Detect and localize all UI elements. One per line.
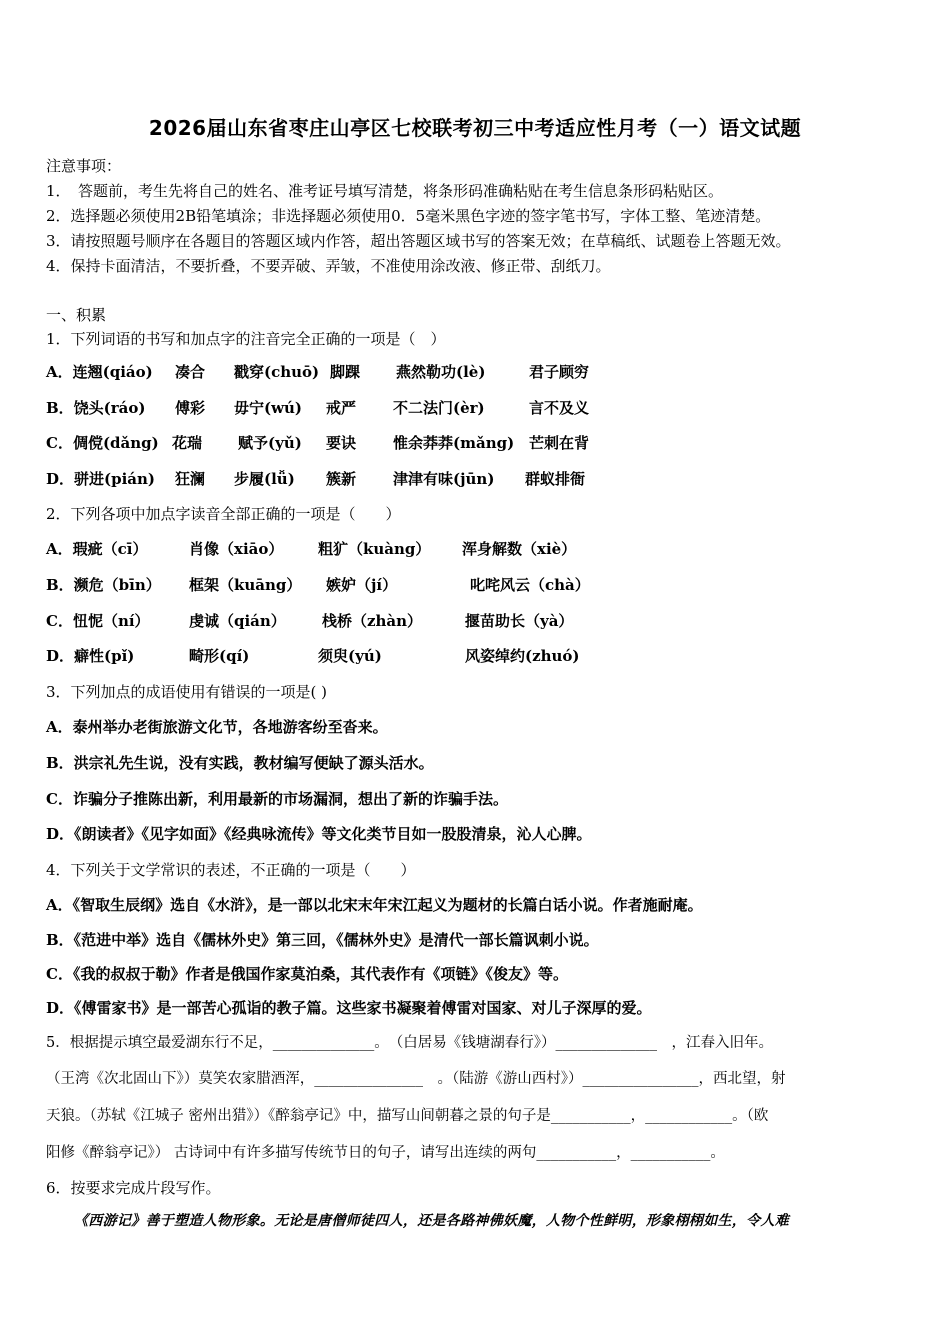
notice-heading: 注意事项： (46, 157, 122, 175)
question-5-line: （王湾《次北固山下》）莫笑农家腊酒浑，_______________ 。（陆游《游山西村》）________________，西北望，射 (46, 1071, 786, 1087)
section-heading: 一、积累 (46, 306, 107, 324)
question-4-option-c: C．《我的叔叔于勒》作者是俄国作家莫泊桑，其代表作有《项链》《俊友》等。 (46, 965, 568, 983)
question-6-passage: 《西游记》善于塑造人物形象。无论是唐僧师徒四人，还是各路神佛妖魔，人物个性鲜明，形象栩栩如生，令人难 (74, 1213, 789, 1229)
question-5-line: 阳修《醉翁亭记》） 古诗词中有许多描写传统节日的句子，请写出连续的两句___________，___________。 (46, 1145, 725, 1161)
notice-item: 3．请按照题号顺序在各题目的答题区域内作答，超出答题区域书写的答案无效；在草稿纸、试题卷上答题无效。 (46, 232, 791, 250)
question-3-option-a: A．泰州举办老街旅游文化节，各地游客纷至沓来。 (46, 718, 388, 736)
notice-item: 1． 答题前，考生先将自己的姓名、准考证号填写清楚，将条形码准确粘贴在考生信息条形码粘贴区。 (46, 182, 724, 200)
question-1-stem: 1．下列词语的书写和加点字的注音完全正确的一项是（ ） (46, 330, 446, 348)
notice-item: 4．保持卡面清洁，不要折叠，不要弄破、弄皱，不准使用涂改液、修正带、刮纸刀。 (46, 257, 611, 275)
question-5-line: 天狼。（苏轼《江城子 密州出猎》）《醉翁亭记》中，描写山间朝暮之景的句子是___________，____________。（欧 (46, 1108, 769, 1124)
question-3-stem: 3．下列加点的成语使用有错误的一项是( ) (46, 683, 328, 701)
question-5-line: 5．根据提示填空最爱湖东行不足，______________。 （白居易《钱塘湖春行》）______________ ，江春入旧年。 (46, 1035, 773, 1051)
question-4-option-d: D．《傅雷家书》是一部苦心孤诣的教子篇。这些家书凝聚着傅雷对国家、对儿子深厚的爱。 (46, 999, 652, 1017)
question-3-option-d: D．《朗读者》《见字如面》《经典咏流传》等文化类节目如一股股清泉，沁人心脾。 (46, 825, 592, 843)
page-title: 2026届山东省枣庄山亭区七校联考初三中考适应性月考（一）语文试题 (148, 116, 802, 140)
question-3-option-b: B．洪宗礼先生说，没有实践，教材编写便缺了源头活水。 (46, 754, 434, 772)
question-4-option-b: B．《范进中举》选自《儒林外史》第三回，《儒林外史》是清代一部长篇讽刺小说。 (46, 931, 599, 949)
question-2-stem: 2．下列各项中加点字读音全部正确的一项是（ ） (46, 505, 401, 523)
question-4-option-a: A．《智取生辰纲》选自《水浒》，是一部以北宋末年宋江起义为题材的长篇白话小说。作者施耐庵。 (46, 896, 703, 914)
notice-item: 2．选择题必须使用2B铅笔填涂；非选择题必须使用0．5毫米黑色字迹的签字笔书写，字体工整、笔迹清楚。 (46, 207, 771, 225)
question-6-stem: 6．按要求完成片段写作。 (46, 1179, 221, 1197)
question-4-stem: 4．下列关于文学常识的表述，不正确的一项是（ ） (46, 861, 416, 879)
exam-page: 2026届山东省枣庄山亭区七校联考初三中考适应性月考（一）语文试题 注意事项： 1． 答题前，考生先将自己的姓名、准考证号填写清楚，将条形码准确粘贴在考生信息条形码粘贴区。 2．选择题必须使用2B铅笔填涂；非选择题必须使用0．5毫米黑色字迹的签字笔书写，字体工整、笔迹清楚。 3．请按照题号顺序在各题目的答题区域内作答，超出答题区域书写的答案无效；在草稿纸、试题卷上答题无效。 4．保持卡面清洁，不要折叠，不要弄破、弄皱，不准使用涂改液、修正带、刮纸刀。 一、积累 1．下列词语的书写和加点字的注音完全正确的一项是（ ） A．连翘(qiáo) 凑合 戳穿(chuō) 脚踝 燕然勒功(lè) 君子顾穷 B．饶头(ráo) 傅彩 毋宁(wú) 戒严 不二法门(èr) 言不及义 C．倜傥(dǎng) 花瑞 赋予(yǔ) 要诀 惟余莽莽(mǎng) 芒刺在背 D．骈进(pián) 狂澜 步履(lǚ) 簇新 津津有味(jūn) 群蚁排衙 2．下列各项中加点字读音全部正确的一项是（ ） A．瑕疵（cī） 肖像（xiāo） 粗犷（kuàng） 浑身解数（xiè） B．濒危（bīn） 框架（kuāng） 嫉妒（jí） 叱咤风云（chà） C．忸怩（ní） 虔诚（qián） 栈桥（zhàn） 揠苗助长（yà） D．癖性(pǐ) 畸形(qí) 须臾(yú) 风姿绰约(zhuó) 3．下列加点的成语使用有错误的一项是( ) A．泰州举办老街旅游文化节，各地游客纷至沓来。 B．洪宗礼先生说，没有实践，教材编写便缺了源头活水。 C．诈骗分子推陈出新，利用最新的市场漏洞，想出了新的诈骗手法。 D．《朗读者》《见字如面》《经典咏流传》等文化类节目如一股股清泉，沁人心脾。 4．下列关于文学常识的表述，不正确的一项是（ ） A．《智取生辰纲》选自《水浒》，是一部以北宋末年宋江起义为题材的长篇白话小说。作者施耐庵。 B．《范进中举》选自《儒林外史》第三回，《儒林外史》是清代一部长篇讽刺小说。 C．《我的叔叔于勒》作者是俄国作家莫泊桑，其代表作有《项链》《俊友》等。 D．《傅雷家书》是一部苦心孤诣的教子篇。这些家书凝聚着傅雷对国家、对儿子深厚的爱。 5．根据提示填空最爱湖东行不足，______________。 （白居易《钱塘湖春行》）______________ ，江春入旧年。 （王湾《次北固山下》）莫笑农家腊酒浑，_______________ 。（陆游《游山西村》）________________，西北望，射 天狼。（苏轼《江城子 密州出猎》）《醉翁亭记》中，描写山间朝暮之景的句子是___________，____________。（欧 阳修《醉翁亭记》） 古诗词中有许多描写传统节日的句子，请写出连续的两句___________，___________。 6．按要求完成片段写作。 《西游记》善于塑造人物形象。无论是唐僧师徒四人，还是各路神佛妖魔，人物个性鲜明，形象栩栩如生，令人难 (0, 0, 950, 1344)
question-3-option-c: C．诈骗分子推陈出新，利用最新的市场漏洞，想出了新的诈骗手法。 (46, 790, 508, 808)
